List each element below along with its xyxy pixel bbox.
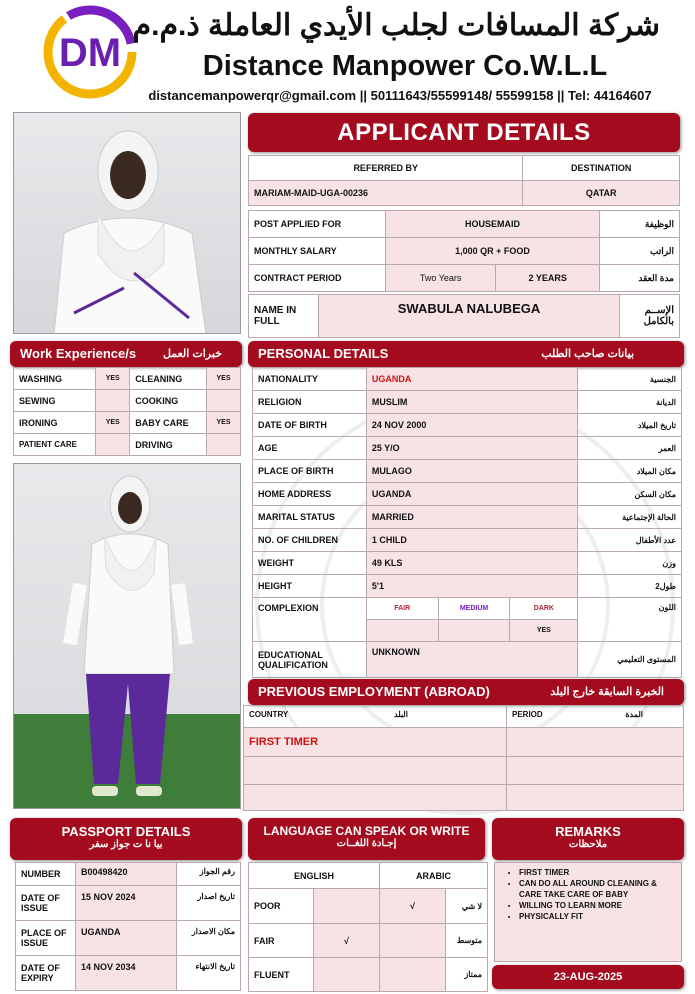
skill-row (14, 434, 241, 456)
personal-arabic: مكان الميلاد (578, 460, 682, 483)
personal-label: HOME ADDRESS (253, 483, 367, 506)
skill-label: COOKING (130, 390, 207, 412)
personal-value: MARRIED (366, 506, 577, 529)
name-label: NAME IN FULL (249, 295, 319, 338)
job-value: Two Years (386, 265, 496, 292)
logo-text: DM (58, 31, 122, 75)
company-name: Distance Manpower Co.W.L.L (202, 50, 608, 82)
language-level: FAIR (249, 924, 314, 958)
passport-arabic: تاريخ الانتهاء (177, 956, 241, 991)
language-row (249, 958, 488, 992)
skill-value (207, 434, 241, 456)
skill-value: YES (96, 412, 130, 434)
personal-label: MARITAL STATUS (253, 506, 367, 529)
passport-row (16, 863, 241, 886)
destination-value: QATAR (523, 181, 680, 206)
work-experience-header (10, 341, 242, 367)
applicant-photo-portrait (13, 112, 241, 334)
work-experience-table (13, 367, 241, 456)
work-experience-title-arabic: خبرات العمل (162, 348, 222, 360)
skill-row (14, 390, 241, 412)
job-row (249, 238, 680, 265)
complexion-arabic: اللون (578, 598, 682, 642)
complexion-label: COMPLEXION (253, 598, 367, 642)
personal-arabic: طول2 (578, 575, 682, 598)
passport-value: 14 NOV 2034 (76, 956, 177, 991)
complexion-mark (438, 620, 510, 642)
job-row (249, 265, 680, 292)
page-title: APPLICANT DETAILS (337, 119, 591, 146)
remarks-box (494, 862, 682, 962)
personal-row (253, 529, 682, 552)
title-bar (248, 113, 680, 152)
language-level-arabic: لا شي (446, 889, 488, 924)
personal-details-header (248, 341, 684, 367)
personal-value: 25 Y/O (366, 437, 577, 460)
referred-by-label: REFERRED BY (249, 156, 523, 181)
skill-value: YES (207, 412, 241, 434)
personal-arabic: وزن (578, 552, 682, 575)
personal-value: MUSLIM (366, 391, 577, 414)
passport-arabic: مكان الاصدار (177, 921, 241, 956)
personal-arabic: عدد الأطفال (578, 529, 682, 552)
name-value: SWABULA NALUBEGA (319, 295, 620, 338)
previous-employment-title-arabic: الخبرة السابقة خارج البلد (550, 686, 664, 698)
personal-label: DATE OF BIRTH (253, 414, 367, 437)
skill-label: WASHING (14, 368, 96, 390)
arabic-mark: √ (380, 889, 446, 924)
job-label: POST APPLIED FOR (249, 211, 386, 238)
personal-row (253, 552, 682, 575)
passport-value: UGANDA (76, 921, 177, 956)
job-row (249, 211, 680, 238)
passport-label: NUMBER (16, 863, 76, 886)
language-title: LANGUAGE CAN SPEAK OR WRITE (263, 824, 470, 838)
skill-row (14, 368, 241, 390)
period-label: PERIOD (512, 710, 543, 719)
skill-value: YES (207, 368, 241, 390)
passport-label: PLACE OF ISSUE (16, 921, 76, 956)
remark-item: • FIRST TIMER (519, 867, 675, 878)
remarks-title-arabic: ملاحظات (568, 839, 608, 850)
skill-label: SEWING (14, 390, 96, 412)
skill-label: DRIVING (130, 434, 207, 456)
name-table (248, 294, 680, 338)
personal-label: HEIGHT (253, 575, 367, 598)
arabic-column-label: ARABIC (380, 863, 488, 889)
personal-row (253, 575, 682, 598)
personal-value: 24 NOV 2000 (366, 414, 577, 437)
previous-employment-title: PREVIOUS EMPLOYMENT (ABROAD) (258, 684, 490, 699)
skill-value (96, 434, 130, 456)
skill-label: IRONING (14, 412, 96, 434)
personal-label: RELIGION (253, 391, 367, 414)
passport-value: 15 NOV 2024 (76, 886, 177, 921)
skill-row (14, 412, 241, 434)
complexion-option: MEDIUM (438, 598, 510, 620)
language-level: POOR (249, 889, 314, 924)
document-date: 23-AUG-2025 (553, 971, 623, 983)
remark-item: • CAN DO ALL AROUND CLEANING & CARE TAKE CARE OF BABY (519, 878, 675, 900)
personal-value: UGANDA (366, 368, 577, 391)
personal-row (253, 460, 682, 483)
complexion-mark (366, 620, 438, 642)
personal-arabic: الجنسية (578, 368, 682, 391)
referred-by-value: MARIAM-MAID-UGA-00236 (249, 181, 523, 206)
english-mark (314, 958, 380, 992)
education-row (253, 642, 682, 678)
remarks-header (492, 818, 684, 860)
job-value-2: 2 YEARS (496, 265, 600, 292)
passport-header (10, 818, 242, 860)
passport-table (15, 862, 241, 991)
language-row (249, 924, 488, 958)
passport-arabic: تاريخ اصدار (177, 886, 241, 921)
complexion-row (253, 598, 682, 620)
passport-row (16, 921, 241, 956)
personal-row (253, 483, 682, 506)
language-table (248, 862, 488, 992)
logo-dm-icon (40, 4, 140, 100)
personal-label: PLACE OF BIRTH (253, 460, 367, 483)
language-title-arabic: إجـادة اللغــات (336, 838, 397, 849)
personal-table (252, 367, 682, 678)
job-value: 1,000 QR + FOOD (386, 238, 600, 265)
english-mark: √ (314, 924, 380, 958)
referral-table (248, 155, 680, 206)
language-level-arabic: متوسط (446, 924, 488, 958)
job-arabic: الراتب (600, 238, 680, 265)
personal-details-title: PERSONAL DETAILS (258, 346, 389, 361)
language-level: FLUENT (249, 958, 314, 992)
passport-row (16, 956, 241, 991)
personal-value: 49 KLS (366, 552, 577, 575)
skill-label: CLEANING (130, 368, 207, 390)
personal-arabic: الديانة (578, 391, 682, 414)
skill-value (96, 390, 130, 412)
personal-value: 1 CHILD (366, 529, 577, 552)
personal-row (253, 414, 682, 437)
arabic-mark (380, 924, 446, 958)
language-level-arabic: ممتاز (446, 958, 488, 992)
personal-row (253, 506, 682, 529)
english-mark (314, 889, 380, 924)
previous-employment-entry: FIRST TIMER (244, 728, 507, 757)
skill-value (207, 390, 241, 412)
passport-value: B00498420 (76, 863, 177, 886)
job-table (248, 210, 680, 292)
personal-label: NO. OF CHILDREN (253, 529, 367, 552)
complexion-mark: YES (510, 620, 578, 642)
work-experience-title: Work Experience/s (20, 346, 137, 361)
language-row (249, 889, 488, 924)
personal-row (253, 368, 682, 391)
language-header (248, 818, 485, 860)
name-arabic: الإســم بالكامل (620, 295, 680, 338)
passport-row (16, 886, 241, 921)
job-label: MONTHLY SALARY (249, 238, 386, 265)
destination-label: DESTINATION (523, 156, 680, 181)
personal-row (253, 391, 682, 414)
previous-employment-header (248, 679, 684, 705)
personal-label: AGE (253, 437, 367, 460)
personal-row (253, 437, 682, 460)
personal-label: WEIGHT (253, 552, 367, 575)
personal-details-title-arabic: بيانات صاحب الطلب (541, 348, 634, 360)
personal-value: MULAGO (366, 460, 577, 483)
personal-label: NATIONALITY (253, 368, 367, 391)
country-arabic: البلد (394, 710, 408, 719)
remarks-title: REMARKS (555, 824, 621, 839)
skill-label: PATIENT CARE (14, 434, 96, 456)
arabic-mark (380, 958, 446, 992)
personal-value: UGANDA (366, 483, 577, 506)
job-label: CONTRACT PERIOD (249, 265, 386, 292)
personal-arabic: مكان السكن (578, 483, 682, 506)
company-logo (40, 4, 140, 100)
date-bar (492, 965, 684, 989)
education-value: UNKNOWN (366, 642, 577, 678)
complexion-option: FAIR (366, 598, 438, 620)
job-arabic: الوظيفة (600, 211, 680, 238)
personal-arabic: العمر (578, 437, 682, 460)
passport-title: PASSPORT DETAILS (61, 824, 191, 839)
personal-value: 5'1 (366, 575, 577, 598)
remark-item: • WILLING TO LEARN MORE (519, 900, 675, 911)
education-arabic: المستوى التعليمي (578, 642, 682, 678)
job-arabic: مدة العقد (600, 265, 680, 292)
company-name-arabic: شركة المسافات لجلب الأيدي العاملة ذ.م.م (132, 9, 660, 42)
complexion-option: DARK (510, 598, 578, 620)
english-column-label: ENGLISH (249, 863, 380, 889)
previous-employment-table (243, 705, 684, 811)
education-label: EDUCATIONAL QUALIFICATION (253, 642, 367, 678)
skill-value: YES (96, 368, 130, 390)
country-label: COUNTRY (249, 710, 289, 719)
passport-title-arabic: بيا نا ت جواز سفر (89, 839, 163, 850)
personal-arabic: تاريخ الميلاد (578, 414, 682, 437)
passport-label: DATE OF ISSUE (16, 886, 76, 921)
contact-line: distancemanpowerqr@gmail.com || 50111643/55599148/ 55599158 || Tel: 44164607 (148, 88, 652, 103)
passport-label: DATE OF EXPIRY (16, 956, 76, 991)
remark-item: • PHYSICALLY FIT (519, 911, 675, 922)
skill-label: BABY CARE (130, 412, 207, 434)
passport-arabic: رقم الجواز (177, 863, 241, 886)
personal-arabic: الحالة الإجتماعية (578, 506, 682, 529)
period-arabic: المدة (625, 710, 643, 719)
job-value: HOUSEMAID (386, 211, 600, 238)
applicant-photo-full (13, 463, 241, 809)
